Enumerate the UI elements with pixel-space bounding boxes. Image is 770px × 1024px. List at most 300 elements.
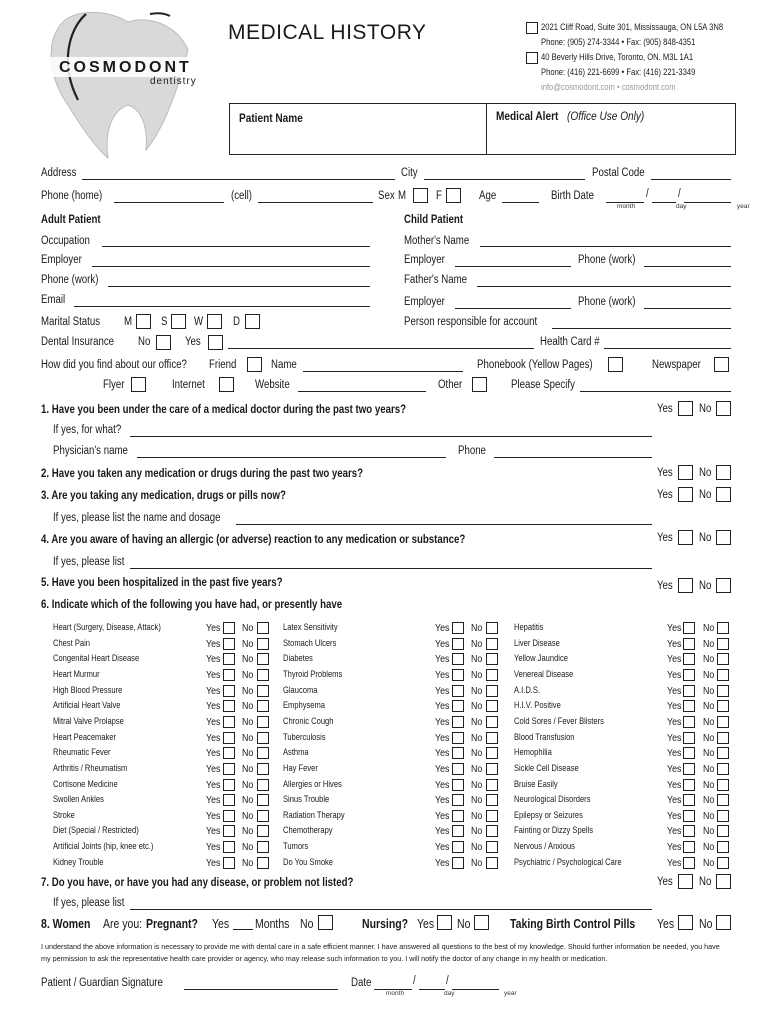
condition-yes-checkbox[interactable] bbox=[683, 779, 695, 791]
condition-yes-label: Yes bbox=[435, 622, 450, 634]
pregnant-no-label: No bbox=[300, 917, 314, 931]
condition-no-checkbox[interactable] bbox=[257, 669, 269, 681]
question-4-followup: If yes, please list bbox=[53, 556, 125, 568]
pregnant-no-checkbox[interactable] bbox=[318, 915, 333, 930]
condition-no-label: No bbox=[242, 857, 254, 869]
condition-no-checkbox[interactable] bbox=[486, 638, 498, 650]
referral-flyer-label: Flyer bbox=[103, 379, 125, 391]
condition-no-checkbox[interactable] bbox=[717, 779, 729, 791]
condition-no-label: No bbox=[703, 700, 715, 712]
phone-home-label: Phone (home) bbox=[41, 190, 103, 202]
consent-disclaimer: I understand the above information is necessary to provide me with dental care in a safe efficient manner. I have answered all questions to the best of my knowledge. Should further information be needed, you have my permission to ask the representative health care provider or agency, who may release such information to you. I will notify the doctor of any change in my health or medication. bbox=[41, 942, 720, 963]
employer-field[interactable] bbox=[92, 266, 370, 267]
phone-work-field[interactable] bbox=[108, 286, 370, 287]
question-4-followup-field[interactable] bbox=[130, 568, 652, 569]
condition-label: Hemophilia bbox=[514, 747, 552, 757]
birth-day-field[interactable] bbox=[652, 202, 676, 203]
condition-no-checkbox[interactable] bbox=[717, 794, 729, 806]
condition-no-checkbox[interactable] bbox=[486, 685, 498, 697]
marital-w-label: W bbox=[194, 316, 204, 328]
condition-no-checkbox[interactable] bbox=[257, 825, 269, 837]
condition-yes-checkbox[interactable] bbox=[683, 794, 695, 806]
condition-yes-label: Yes bbox=[667, 747, 682, 759]
condition-yes-label: Yes bbox=[667, 669, 682, 681]
condition-yes-checkbox[interactable] bbox=[683, 622, 695, 634]
q3-no-label: No bbox=[699, 489, 712, 501]
condition-yes-checkbox[interactable] bbox=[223, 653, 235, 665]
condition-yes-label: Yes bbox=[206, 700, 221, 712]
insurance-no-label: No bbox=[138, 336, 151, 348]
condition-label: Stroke bbox=[53, 810, 75, 820]
condition-yes-checkbox[interactable] bbox=[452, 732, 464, 744]
condition-yes-checkbox[interactable] bbox=[223, 732, 235, 744]
postal-code-field[interactable] bbox=[651, 179, 731, 180]
condition-no-checkbox[interactable] bbox=[257, 810, 269, 822]
condition-yes-label: Yes bbox=[435, 857, 450, 869]
condition-no-label: No bbox=[703, 685, 715, 697]
condition-label: Tuberculosis bbox=[283, 732, 326, 742]
condition-no-checkbox[interactable] bbox=[486, 810, 498, 822]
patient-info-box bbox=[229, 103, 736, 155]
insurance-yes-label: Yes bbox=[185, 336, 201, 348]
condition-label: Hay Fever bbox=[283, 763, 318, 773]
referral-phonebook-checkbox[interactable] bbox=[608, 357, 623, 372]
condition-yes-checkbox[interactable] bbox=[223, 622, 235, 634]
child-phone-work2-label: Phone (work) bbox=[578, 296, 636, 308]
condition-yes-label: Yes bbox=[435, 794, 450, 806]
marital-w-checkbox[interactable] bbox=[207, 314, 222, 329]
condition-label: Cold Sores / Fever Blisters bbox=[514, 716, 604, 726]
phone-home-field[interactable] bbox=[114, 202, 224, 203]
condition-yes-checkbox[interactable] bbox=[452, 747, 464, 759]
referral-newspaper-label: Newspaper bbox=[652, 359, 701, 371]
condition-yes-checkbox[interactable] bbox=[223, 794, 235, 806]
condition-yes-checkbox[interactable] bbox=[452, 622, 464, 634]
nursing-yes-checkbox[interactable] bbox=[437, 915, 452, 930]
condition-no-label: No bbox=[471, 825, 483, 837]
condition-yes-checkbox[interactable] bbox=[683, 825, 695, 837]
condition-no-checkbox[interactable] bbox=[257, 794, 269, 806]
question-2: 2. Have you taken any medication or drugs during the past two years? bbox=[41, 468, 364, 480]
condition-yes-checkbox[interactable] bbox=[683, 653, 695, 665]
condition-yes-checkbox[interactable] bbox=[683, 810, 695, 822]
q5-yes-checkbox[interactable] bbox=[678, 578, 693, 593]
condition-no-label: No bbox=[471, 841, 483, 853]
q3-no-checkbox[interactable] bbox=[716, 487, 731, 502]
condition-yes-label: Yes bbox=[206, 747, 221, 759]
condition-no-checkbox[interactable] bbox=[486, 747, 498, 759]
condition-label: Sinus Trouble bbox=[283, 794, 330, 804]
condition-yes-checkbox[interactable] bbox=[452, 794, 464, 806]
referral-flyer-checkbox[interactable] bbox=[131, 377, 146, 392]
condition-no-checkbox[interactable] bbox=[717, 700, 729, 712]
condition-yes-checkbox[interactable] bbox=[223, 716, 235, 728]
condition-no-label: No bbox=[471, 732, 483, 744]
condition-yes-label: Yes bbox=[206, 857, 221, 869]
q7-yes-checkbox[interactable] bbox=[678, 874, 693, 889]
child-employer2-field[interactable] bbox=[455, 308, 571, 309]
condition-yes-checkbox[interactable] bbox=[683, 763, 695, 775]
adult-patient-heading: Adult Patient bbox=[41, 214, 101, 226]
condition-label: Glaucoma bbox=[283, 685, 318, 695]
date-day-field[interactable] bbox=[419, 989, 445, 990]
condition-label: Heart (Surgery, Disease, Attack) bbox=[53, 622, 161, 632]
condition-no-checkbox[interactable] bbox=[257, 763, 269, 775]
condition-no-checkbox[interactable] bbox=[486, 732, 498, 744]
condition-no-checkbox[interactable] bbox=[257, 857, 269, 869]
condition-label: Congenital Heart Disease bbox=[53, 653, 140, 663]
q4-no-label: No bbox=[699, 532, 712, 544]
condition-no-label: No bbox=[242, 685, 254, 697]
condition-no-checkbox[interactable] bbox=[717, 747, 729, 759]
condition-label: Thyroid Problems bbox=[283, 669, 343, 679]
condition-yes-label: Yes bbox=[206, 763, 221, 775]
condition-no-label: No bbox=[242, 622, 254, 634]
condition-yes-checkbox[interactable] bbox=[683, 716, 695, 728]
condition-yes-checkbox[interactable] bbox=[683, 841, 695, 853]
sig-day-caption: day bbox=[444, 990, 455, 997]
referral-internet-checkbox[interactable] bbox=[219, 377, 234, 392]
child-phone-work-field[interactable] bbox=[644, 266, 731, 267]
child-employer2-label: Employer bbox=[404, 296, 445, 308]
condition-yes-checkbox[interactable] bbox=[683, 857, 695, 869]
condition-no-checkbox[interactable] bbox=[486, 653, 498, 665]
condition-yes-checkbox[interactable] bbox=[452, 779, 464, 791]
condition-no-checkbox[interactable] bbox=[257, 841, 269, 853]
question-7-followup-field[interactable] bbox=[130, 909, 652, 910]
condition-yes-checkbox[interactable] bbox=[683, 732, 695, 744]
condition-yes-checkbox[interactable] bbox=[683, 685, 695, 697]
condition-yes-checkbox[interactable] bbox=[452, 825, 464, 837]
condition-no-checkbox[interactable] bbox=[717, 825, 729, 837]
referral-website-field[interactable] bbox=[298, 391, 426, 392]
condition-no-checkbox[interactable] bbox=[486, 779, 498, 791]
referral-specify-label: Please Specify bbox=[511, 379, 575, 391]
condition-no-checkbox[interactable] bbox=[486, 841, 498, 853]
q1-yes-checkbox[interactable] bbox=[678, 401, 693, 416]
condition-yes-label: Yes bbox=[206, 622, 221, 634]
condition-yes-label: Yes bbox=[435, 779, 450, 791]
condition-yes-checkbox[interactable] bbox=[452, 841, 464, 853]
fathers-name-field[interactable] bbox=[477, 286, 731, 287]
city-label: City bbox=[401, 167, 418, 179]
condition-yes-checkbox[interactable] bbox=[683, 700, 695, 712]
q1-no-checkbox[interactable] bbox=[716, 401, 731, 416]
condition-label: Arthritis / Rheumatism bbox=[53, 763, 128, 773]
condition-yes-checkbox[interactable] bbox=[452, 638, 464, 650]
condition-no-checkbox[interactable] bbox=[717, 841, 729, 853]
insurance-details-field[interactable] bbox=[228, 348, 534, 349]
address-field[interactable] bbox=[82, 179, 395, 180]
location1-address: 2021 Cliff Road, Suite 301, Mississauga, ON L5A 3N8 bbox=[541, 22, 724, 32]
birth-control-label: Taking Birth Control Pills bbox=[510, 917, 636, 931]
marital-m-checkbox[interactable] bbox=[136, 314, 151, 329]
condition-yes-checkbox[interactable] bbox=[452, 653, 464, 665]
referral-internet-label: Internet bbox=[172, 379, 205, 391]
birth-control-yes-label: Yes bbox=[657, 917, 675, 931]
condition-no-checkbox[interactable] bbox=[717, 622, 729, 634]
condition-label: Fainting or Dizzy Spells bbox=[514, 825, 593, 835]
date-year-field[interactable] bbox=[452, 989, 499, 990]
condition-yes-label: Yes bbox=[667, 841, 682, 853]
condition-no-checkbox[interactable] bbox=[717, 685, 729, 697]
condition-no-checkbox[interactable] bbox=[257, 622, 269, 634]
condition-yes-checkbox[interactable] bbox=[223, 810, 235, 822]
condition-no-checkbox[interactable] bbox=[486, 669, 498, 681]
location1-checkbox[interactable] bbox=[526, 22, 538, 34]
condition-no-checkbox[interactable] bbox=[717, 857, 729, 869]
q2-yes-checkbox[interactable] bbox=[678, 465, 693, 480]
condition-no-label: No bbox=[703, 763, 715, 775]
condition-no-checkbox[interactable] bbox=[717, 763, 729, 775]
condition-no-label: No bbox=[242, 747, 254, 759]
condition-yes-checkbox[interactable] bbox=[452, 685, 464, 697]
condition-no-label: No bbox=[471, 622, 483, 634]
condition-yes-checkbox[interactable] bbox=[452, 810, 464, 822]
condition-no-label: No bbox=[471, 779, 483, 791]
condition-yes-label: Yes bbox=[667, 732, 682, 744]
q4-yes-checkbox[interactable] bbox=[678, 530, 693, 545]
condition-yes-checkbox[interactable] bbox=[223, 841, 235, 853]
condition-yes-checkbox[interactable] bbox=[223, 700, 235, 712]
question-1: 1. Have you been under the care of a medical doctor during the past two years? bbox=[41, 404, 407, 416]
birth-control-yes-checkbox[interactable] bbox=[678, 915, 693, 930]
phone-work-label: Phone (work) bbox=[41, 274, 99, 286]
condition-label: Artificial Joints (hip, knee etc.) bbox=[53, 841, 154, 851]
condition-label: Heart Peacemaker bbox=[53, 732, 117, 742]
marital-s-checkbox[interactable] bbox=[171, 314, 186, 329]
condition-yes-checkbox[interactable] bbox=[452, 857, 464, 869]
mothers-name-field[interactable] bbox=[480, 246, 731, 247]
condition-no-checkbox[interactable] bbox=[257, 779, 269, 791]
q7-yes-label: Yes bbox=[657, 876, 673, 888]
referral-other-checkbox[interactable] bbox=[472, 377, 487, 392]
condition-no-checkbox[interactable] bbox=[257, 653, 269, 665]
email-label: Email bbox=[41, 294, 66, 306]
condition-no-label: No bbox=[242, 669, 254, 681]
condition-no-label: No bbox=[471, 685, 483, 697]
condition-no-checkbox[interactable] bbox=[717, 732, 729, 744]
condition-yes-checkbox[interactable] bbox=[683, 747, 695, 759]
condition-label: Cortisone Medicine bbox=[53, 779, 118, 789]
condition-no-label: No bbox=[471, 763, 483, 775]
age-field[interactable] bbox=[502, 202, 539, 203]
condition-no-checkbox[interactable] bbox=[717, 638, 729, 650]
condition-yes-label: Yes bbox=[667, 857, 682, 869]
q5-yes-label: Yes bbox=[657, 580, 673, 592]
condition-no-label: No bbox=[703, 857, 715, 869]
condition-no-checkbox[interactable] bbox=[486, 716, 498, 728]
q7-no-checkbox[interactable] bbox=[716, 874, 731, 889]
referral-friend-checkbox[interactable] bbox=[247, 357, 262, 372]
condition-no-label: No bbox=[471, 653, 483, 665]
question-4: 4. Are you aware of having an allergic (or adverse) reaction to any medication or substance? bbox=[41, 534, 466, 546]
nursing-no-checkbox[interactable] bbox=[474, 915, 489, 930]
marital-d-checkbox[interactable] bbox=[245, 314, 260, 329]
referral-question: How did you find about our office? bbox=[41, 359, 187, 371]
condition-no-checkbox[interactable] bbox=[257, 732, 269, 744]
condition-yes-checkbox[interactable] bbox=[223, 747, 235, 759]
condition-yes-checkbox[interactable] bbox=[223, 685, 235, 697]
condition-yes-label: Yes bbox=[667, 622, 682, 634]
condition-yes-label: Yes bbox=[206, 685, 221, 697]
birth-year-field[interactable] bbox=[684, 202, 731, 203]
q2-no-checkbox[interactable] bbox=[716, 465, 731, 480]
condition-label: Yellow Jaundice bbox=[514, 653, 568, 663]
condition-yes-label: Yes bbox=[206, 794, 221, 806]
condition-yes-label: Yes bbox=[206, 716, 221, 728]
condition-no-checkbox[interactable] bbox=[717, 653, 729, 665]
condition-no-label: No bbox=[471, 669, 483, 681]
condition-yes-checkbox[interactable] bbox=[452, 669, 464, 681]
referral-name-field[interactable] bbox=[303, 371, 463, 372]
condition-no-checkbox[interactable] bbox=[486, 794, 498, 806]
email-field[interactable] bbox=[74, 306, 370, 307]
cell-field[interactable] bbox=[258, 202, 373, 203]
city-field[interactable] bbox=[424, 179, 585, 180]
condition-yes-checkbox[interactable] bbox=[223, 779, 235, 791]
question-7-followup: If yes, please list bbox=[53, 897, 125, 909]
birth-slash-2: / bbox=[678, 188, 681, 200]
condition-no-checkbox[interactable] bbox=[717, 716, 729, 728]
condition-no-label: No bbox=[471, 794, 483, 806]
condition-no-checkbox[interactable] bbox=[486, 857, 498, 869]
mothers-name-label: Mother's Name bbox=[404, 235, 470, 247]
condition-label: High Blood Pressure bbox=[53, 685, 123, 695]
question-7: 7. Do you have, or have you had any disease, or problem not listed? bbox=[41, 877, 354, 889]
condition-no-label: No bbox=[703, 810, 715, 822]
sex-m-checkbox[interactable] bbox=[413, 188, 428, 203]
condition-no-checkbox[interactable] bbox=[257, 638, 269, 650]
condition-yes-label: Yes bbox=[435, 732, 450, 744]
condition-yes-checkbox[interactable] bbox=[683, 638, 695, 650]
condition-yes-label: Yes bbox=[667, 700, 682, 712]
sex-label: Sex bbox=[378, 190, 395, 202]
pregnant-label: Pregnant? bbox=[146, 917, 198, 931]
condition-no-checkbox[interactable] bbox=[257, 700, 269, 712]
condition-label: Swollen Ankles bbox=[53, 794, 104, 804]
signature-field[interactable] bbox=[184, 989, 338, 990]
condition-no-label: No bbox=[242, 779, 254, 791]
condition-no-label: No bbox=[703, 622, 715, 634]
condition-no-label: No bbox=[242, 638, 254, 650]
dental-insurance-label: Dental Insurance bbox=[41, 336, 115, 348]
health-card-field[interactable] bbox=[604, 348, 731, 349]
q1-no-label: No bbox=[699, 403, 712, 415]
condition-yes-checkbox[interactable] bbox=[223, 669, 235, 681]
condition-no-label: No bbox=[471, 700, 483, 712]
responsible-person-field[interactable] bbox=[552, 328, 731, 329]
condition-yes-checkbox[interactable] bbox=[223, 825, 235, 837]
page-title: MEDICAL HISTORY bbox=[228, 21, 427, 44]
condition-no-label: No bbox=[471, 716, 483, 728]
referral-website-label: Website bbox=[255, 379, 290, 391]
condition-yes-label: Yes bbox=[435, 763, 450, 775]
condition-no-checkbox[interactable] bbox=[486, 622, 498, 634]
condition-yes-checkbox[interactable] bbox=[223, 638, 235, 650]
condition-no-checkbox[interactable] bbox=[717, 669, 729, 681]
condition-yes-checkbox[interactable] bbox=[452, 700, 464, 712]
condition-label: Allergies or Hives bbox=[283, 779, 342, 789]
cosmodont-logo bbox=[38, 10, 233, 160]
physician-name-field[interactable] bbox=[137, 457, 446, 458]
condition-yes-checkbox[interactable] bbox=[683, 669, 695, 681]
condition-no-checkbox[interactable] bbox=[486, 700, 498, 712]
location2-checkbox[interactable] bbox=[526, 52, 538, 64]
pregnant-months-field[interactable] bbox=[233, 929, 253, 930]
question-3-followup-field[interactable] bbox=[236, 524, 652, 525]
sex-f-checkbox[interactable] bbox=[446, 188, 461, 203]
condition-no-label: No bbox=[242, 653, 254, 665]
condition-yes-label: Yes bbox=[435, 747, 450, 759]
birth-year-caption: year bbox=[737, 203, 750, 210]
condition-yes-checkbox[interactable] bbox=[452, 716, 464, 728]
condition-label: Artificial Heart Valve bbox=[53, 700, 121, 710]
birth-control-no-checkbox[interactable] bbox=[716, 915, 731, 930]
physician-phone-field[interactable] bbox=[494, 457, 652, 458]
condition-no-label: No bbox=[242, 763, 254, 775]
q3-yes-checkbox[interactable] bbox=[678, 487, 693, 502]
condition-no-label: No bbox=[471, 747, 483, 759]
referral-newspaper-checkbox[interactable] bbox=[714, 357, 729, 372]
condition-no-checkbox[interactable] bbox=[257, 716, 269, 728]
condition-yes-label: Yes bbox=[667, 653, 682, 665]
postal-code-label: Postal Code bbox=[592, 167, 645, 179]
condition-label: Rheumatic Fever bbox=[53, 747, 111, 757]
condition-yes-label: Yes bbox=[206, 779, 221, 791]
condition-no-checkbox[interactable] bbox=[717, 810, 729, 822]
condition-no-checkbox[interactable] bbox=[257, 747, 269, 759]
condition-yes-checkbox[interactable] bbox=[223, 857, 235, 869]
condition-no-label: No bbox=[703, 841, 715, 853]
child-employer-field[interactable] bbox=[455, 266, 571, 267]
question-8-label: 8. Women bbox=[41, 917, 91, 931]
occupation-field[interactable] bbox=[102, 246, 370, 247]
child-phone-work2-field[interactable] bbox=[644, 308, 731, 309]
condition-yes-label: Yes bbox=[435, 825, 450, 837]
condition-label: Hepatitis bbox=[514, 622, 544, 632]
question-1-followup: If yes, for what? bbox=[53, 424, 122, 436]
condition-label: H.I.V. Positive bbox=[514, 700, 561, 710]
condition-no-checkbox[interactable] bbox=[486, 825, 498, 837]
insurance-yes-checkbox[interactable] bbox=[208, 335, 223, 350]
condition-no-label: No bbox=[242, 841, 254, 853]
q4-no-checkbox[interactable] bbox=[716, 530, 731, 545]
question-3: 3. Are you taking any medication, drugs or pills now? bbox=[41, 490, 286, 502]
condition-label: Chemotherapy bbox=[283, 825, 333, 835]
referral-phonebook-label: Phonebook (Yellow Pages) bbox=[477, 359, 593, 371]
condition-no-checkbox[interactable] bbox=[257, 685, 269, 697]
condition-no-label: No bbox=[703, 638, 715, 650]
condition-yes-checkbox[interactable] bbox=[452, 763, 464, 775]
condition-no-label: No bbox=[703, 669, 715, 681]
medical-alert-note: (Office Use Only) bbox=[567, 109, 645, 123]
condition-yes-checkbox[interactable] bbox=[223, 763, 235, 775]
condition-yes-label: Yes bbox=[435, 669, 450, 681]
condition-yes-label: Yes bbox=[435, 700, 450, 712]
condition-no-checkbox[interactable] bbox=[486, 763, 498, 775]
referral-specify-field[interactable] bbox=[580, 391, 731, 392]
insurance-no-checkbox[interactable] bbox=[156, 335, 171, 350]
q5-no-checkbox[interactable] bbox=[716, 578, 731, 593]
date-slash-1: / bbox=[413, 975, 416, 987]
condition-no-label: No bbox=[471, 638, 483, 650]
question-1-followup-field[interactable] bbox=[130, 436, 652, 437]
condition-label: Tumors bbox=[283, 841, 309, 851]
condition-yes-label: Yes bbox=[667, 810, 682, 822]
physician-phone-label: Phone bbox=[458, 445, 486, 457]
nursing-yes-label: Yes bbox=[417, 917, 435, 931]
